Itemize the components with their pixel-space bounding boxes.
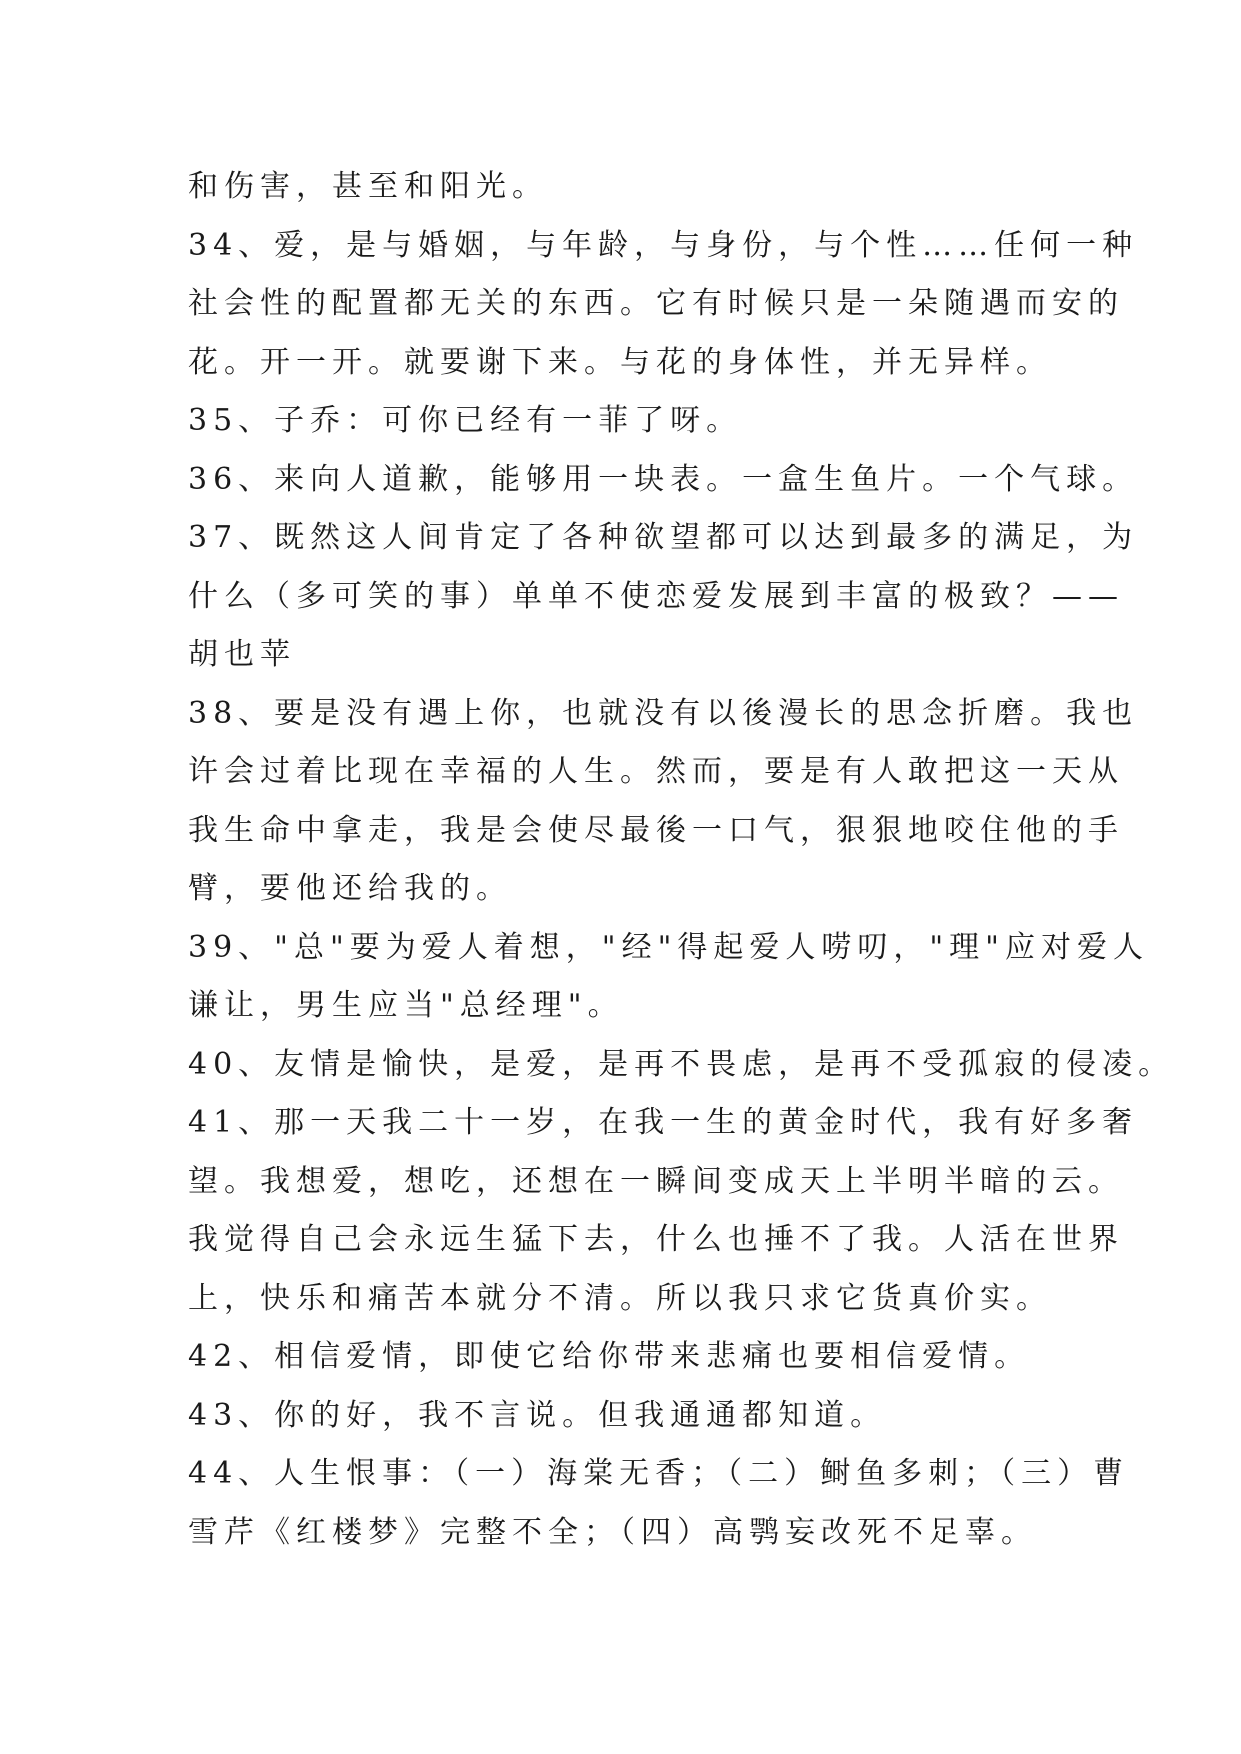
text-line: 花。开一开。就要谢下来。与花的身体性，并无异样。 (188, 344, 1052, 380)
text-line: 34、爱，是与婚姻，与年龄，与身份，与个性……任何一种 (188, 227, 1139, 263)
text-line: 35、子乔：可你已经有一菲了呀。 (188, 403, 743, 438)
text-line: 雪芹《红楼梦》完整不全；（四）高鹗妄改死不足辜。 (188, 1514, 1037, 1550)
text-line: 望。我想爱，想吃，还想在一瞬间变成天上半明半暗的云。 (188, 1163, 1124, 1199)
text-line: 什么（多可笑的事）单单不使恋爱发展到丰富的极致？—— (188, 578, 1124, 614)
text-line: 我生命中拿走，我是会使尽最後一口气，狠狠地咬住他的手 (188, 812, 1124, 848)
text-line: 谦让，男生应当"总经理"。 (188, 988, 624, 1023)
text-line: 38、要是没有遇上你，也就没有以後漫长的思念折磨。我也 (188, 695, 1139, 731)
text-line: 41、那一天我二十一岁，在我一生的黄金时代，我有好多奢 (188, 1105, 1139, 1140)
text-line: 社会性的配置都无关的东西。它有时候只是一朵随遇而安的 (188, 286, 1124, 321)
text-line: 44、人生恨事：（一）海棠无香；（二）鲥鱼多刺；（三）曹 (188, 1456, 1130, 1491)
text-line: 36、来向人道歉，能够用一块表。一盒生鱼片。一个气球。 (188, 461, 1139, 497)
text-line: 胡也苹 (188, 637, 296, 672)
text-line: 许会过着比现在幸福的人生。然而，要是有人敢把这一天从 (188, 754, 1124, 789)
text-line: 和伤害，甚至和阳光。 (188, 169, 548, 204)
text-line: 37、既然这人间肯定了各种欲望都可以达到最多的满足，为 (188, 520, 1139, 555)
document-body (188, 158, 1175, 1562)
text-line: 我觉得自己会永远生猛下去，什么也捶不了我。人活在世界 (188, 1222, 1124, 1257)
text-line: 39、"总"要为爱人着想，"经"得起爱人唠叨，"理"应对爱人 (188, 929, 1149, 965)
text-line: 40、友情是愉快，是爱，是再不畏虑，是再不受孤寂的侵凌。 (188, 1046, 1175, 1082)
text-line: 臂，要他还给我的。 (188, 871, 512, 906)
text-line: 42、相信爱情，即使它给你带来悲痛也要相信爱情。 (188, 1339, 1031, 1374)
text-line: 上，快乐和痛苦本就分不清。所以我只求它货真价实。 (188, 1280, 1052, 1316)
text-line: 43、你的好，我不言说。但我通通都知道。 (188, 1397, 887, 1433)
